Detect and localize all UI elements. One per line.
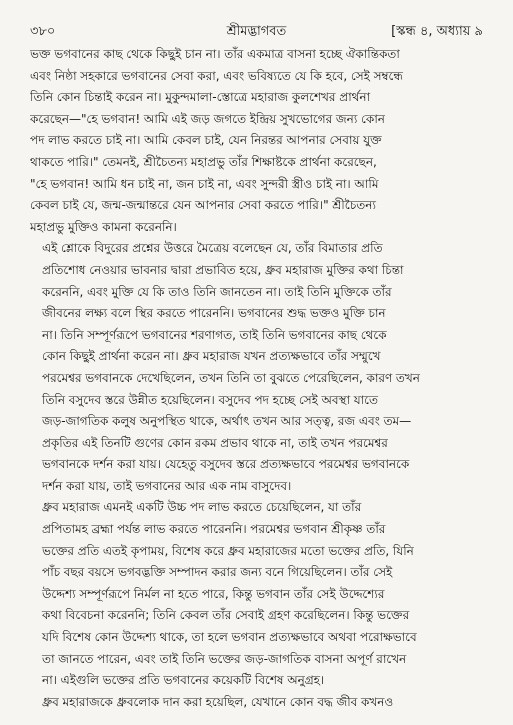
page-body bbox=[30, 44, 486, 713]
text-line: প্রতিশোধ নেওয়ার ভাবনার দ্বারা প্রভাবিত হয়ে, ধ্রুব মহারাজ মুক্তির কথা চিন্তা bbox=[42, 262, 404, 277]
text-line: পদ লাভ করতে চাই না। আমি কেবল চাই, যেন নিরন্তর আপনার সেবায় যুক্ত bbox=[30, 133, 382, 148]
text-line: "হে ভগবান! আমি ধন চাই না, জন চাই না, এবং সুন্দরী স্ত্রীও চাই না। আমি bbox=[30, 176, 379, 191]
text-line: না। এইগুলি ভক্তের প্রতি ভগবানের কয়েকটি বিশেষ অনুগ্রহ। bbox=[42, 673, 325, 688]
text-line: করেননি, এবং মুক্তি যে কি তাও তিনি জানতেন না। তাই তিনি মুক্তিকে তাঁর bbox=[42, 284, 392, 299]
text-line: দর্শন করা যায়, তাই ভগবানের আর এক নাম বাসুদেব। bbox=[42, 478, 292, 493]
text-line: জীবনের লক্ষ্য বলে স্থির করতে পারেননি। ভগবানের শুদ্ধ ভক্তও মুক্তি চান bbox=[42, 306, 386, 321]
text-line: ভক্ত ভগবানের কাছ থেকে কিছুই চান না। তাঁর একমাত্র বাসনা হচ্ছে ঐকান্তিকতা bbox=[30, 47, 400, 61]
text-line: ভগবানকে দর্শন করা যায়। যেহেতু বসুদেব স্তরে প্রত্যক্ষভাবে পরমেশ্বর ভগবানকে bbox=[42, 457, 410, 472]
text-line: পাঁচ বছর বয়সে ভগবদ্ভক্তি সম্পাদন করার জন্য বনে গিয়েছিলেন। তাঁর সেই bbox=[42, 565, 393, 580]
text-line: থাকতে পারি।" তেমনই, শ্রীচৈতন্য মহাপ্রভু তাঁর শিক্ষাষ্টকে প্রার্থনা করেছেন, bbox=[30, 154, 377, 169]
text-line: ধ্রুব মহারাজকে ধ্রুবলোক দান করা হয়েছিল, যেখানে কোন বদ্ধ জীব কখনও bbox=[42, 694, 394, 709]
page-number: ৩৮০ bbox=[30, 24, 56, 39]
page-header bbox=[0, 22, 513, 42]
text-line: তিনি কোন চিন্তাই করেন না। মুকুন্দমালা-স্তোত্রে মহারাজ কুলশেখর প্রার্থনা bbox=[30, 90, 370, 105]
text-line: পরমেশ্বর ভগবানকে দেখেছিলেন, তখন তিনি তা বুঝতে পেরেছিলেন, কারণ তখন bbox=[42, 370, 420, 385]
text-line: ধ্রুব মহারাজ এমনই একটি উচ্চ পদ লাভ করতে চেয়েছিলেন, যা তাঁর bbox=[42, 500, 362, 515]
text-line: প্রকৃতির এই তিনটি গুণের কোন রকম প্রভাব থাকে না, তাই তখন পরমেশ্বর bbox=[42, 435, 388, 450]
text-line: জড়-জাগতিক কলুষ অনুপস্থিত থাকে, অর্থাৎ তখন আর সত্ত্ব, রজ এবং তম— bbox=[42, 414, 412, 429]
paragraph bbox=[30, 497, 486, 691]
section-reference: [স্কন্ধ ৪, অধ্যায় ৯ bbox=[391, 24, 483, 39]
text-line: তা জানতে পারেন, এবং তাই তিনি ভক্তের জড়-জাগতিক বাসনা অপূর্ণ রাখেন bbox=[42, 651, 407, 666]
text-line: কোন কিছুই প্রার্থনা করেন না। ধ্রুব মহারাজ যখন প্রত্যক্ষভাবে তাঁর সম্মুখে bbox=[42, 349, 381, 364]
text-line: এবং নিষ্ঠা সহকারে ভগবানের সেবা করা, এবং ভবিষ্যতে যে কি হবে, সেই সম্বন্ধে bbox=[30, 68, 403, 83]
paragraph bbox=[30, 238, 486, 497]
text-line: এই শ্লোকে বিদুরের প্রশ্নের উত্তরে মৈত্রেয় বলেছেন যে, তাঁর বিমাতার প্রতি bbox=[42, 241, 383, 256]
text-line: উদ্দেশ্য সম্পূর্ণরূপে নির্মল না হতে পারে, কিন্তু ভগবান তাঁর সেই উদ্দেশ্যের bbox=[42, 586, 385, 601]
text-line: করেছেন—"হে ভগবান! আমি এই জড় জগতে ইন্দ্রিয় সুখভোগের জন্য কোন bbox=[30, 111, 385, 126]
paragraph bbox=[30, 44, 486, 238]
paragraph bbox=[30, 692, 486, 714]
text-line: কেবল চাই যে, জন্ম-জন্মান্তরে যেন আপনার সেবা করতে পারি।" শ্রীচৈতন্য bbox=[30, 198, 376, 213]
text-line: কথা বিবেচনা করেননি; তিনি কেবল তাঁর সেবাই গ্রহণ করেছিলেন। কিন্তু ভক্তের bbox=[42, 608, 410, 623]
book-title: শ্রীমদ্ভাগবত bbox=[226, 24, 287, 39]
text-line: তিনি বসুদেব স্তরে উন্নীত হয়েছিলেন। বসুদেব পদ হচ্ছে সেই অবস্থা যাতে bbox=[42, 392, 378, 407]
text-line: না। তিনি সম্পূর্ণরূপে ভগবানের শরণাগত, তাই তিনি ভগবানের কাছ থেকে bbox=[42, 327, 387, 342]
text-line: যদি বিশেষ কোন উদ্দেশ্য থাকে, তা হলে ভগবান প্রত্যক্ষভাবে অথবা পরোক্ষভাবে bbox=[42, 630, 417, 645]
text-line: ভক্তের প্রতি এতই কৃপাময়, বিশেষ করে ধ্রুব মহারাজের মতো ভক্তের প্রতি, যিনি bbox=[42, 543, 414, 558]
text-line: মহাপ্রভু মুক্তিও কামনা করেননি। bbox=[30, 219, 177, 234]
text-line: প্রপিতামহ ব্রহ্মা পর্যন্ত লাভ করতে পারেননি। পরমেশ্বর ভগবান শ্রীকৃষ্ণ তাঁর bbox=[42, 522, 386, 537]
